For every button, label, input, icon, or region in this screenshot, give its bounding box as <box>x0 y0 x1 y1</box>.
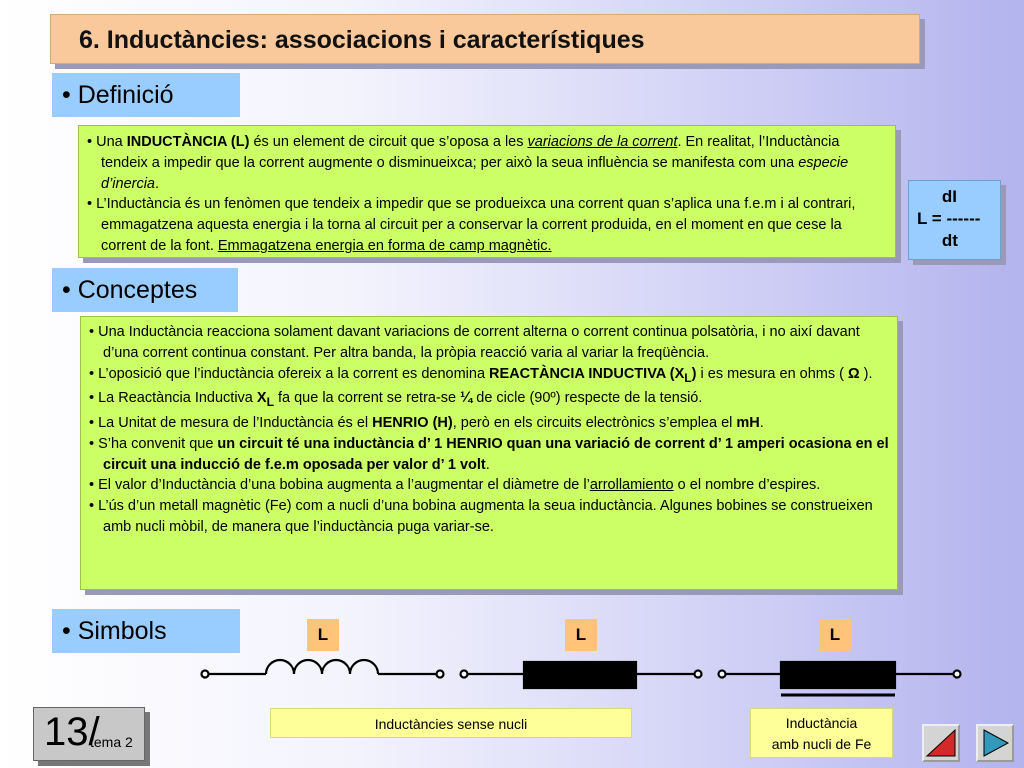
formula-numerator: dI <box>923 187 957 206</box>
conceptes-paragraph-5: • S’ha convenit que un circuit té una inductància d’ 1 HENRIO quan una variació de corrent d’ 1 amperi ocasiona en el circuit una inducció de f.e.m oposada per valor d’ 1 volt. <box>89 435 889 473</box>
symbol-label-iron-core: L <box>819 619 851 651</box>
triangle-left-icon <box>924 726 958 760</box>
next-button[interactable] <box>976 724 1014 762</box>
section-conceptes-header: • Conceptes <box>52 268 238 312</box>
page-title: 6. Inductàncies: associacions i característiques <box>79 26 645 54</box>
page-tema: tema 2 <box>90 734 133 750</box>
section-definicio-header: • Definició <box>52 73 240 117</box>
symbol-label-coil: L <box>307 619 339 651</box>
prev-button[interactable] <box>922 724 960 762</box>
caption-sense-nucli: Inductàncies sense nucli <box>270 708 632 738</box>
inductor-block-symbol <box>461 662 702 688</box>
conceptes-paragraph-4: • La Unitat de mesura de l’Inductància és el HENRIO (H), però en els circuits electrònics s’emplea el mH. <box>89 414 764 431</box>
formula-fraction: L = ------ <box>917 209 981 228</box>
inductor-iron-core-symbol <box>719 662 961 695</box>
formula-denominator: dt <box>923 231 958 250</box>
page-number: 13/ <box>44 710 100 754</box>
conceptes-paragraph-6: • El valor d’Inductància d’una bobina augmenta a l’augmentar el diàmetre de l’arrollamiento o el nombre d’espires. <box>89 477 821 494</box>
conceptes-paragraph-3: • La Reactància Inductiva $X_L$ fa que la corrent se retra-se ¼ de cicle (90º) respecte de la tensió. <box>89 390 703 410</box>
definicio-paragraph-2: • L’Inductància és un fenòmen que tendeix a impedir que se produeixca una corrent quan s’aplica una f.e.m i al contrari, emmagatzena aquesta energia i la torna al circuit per a conservar la corrent produida, en el moment en que cese la corrent de la font. Emmagatzena energia en forma de camp magnètic. <box>87 196 856 254</box>
definicio-paragraph-1: • Una INDUCTÀNCIA (L) és un element de circuit que s’oposa a les variacions de la corrent. En realitat, l’Inductància tendeix a impedir que la corrent augmente o disminueixca; per això la seua influència se manifesta com una especie d’inercia. <box>87 134 849 192</box>
inductor-coil-symbol <box>202 660 444 678</box>
conceptes-paragraph-2: • L’oposició que l’inductància ofereix a la corrent es denomina REACTÀNCIA INDUCTIVA $(X_L)$ i es mesura en ohms ( Ω ). <box>89 365 873 385</box>
caption-nucli-fe: Inductància amb nucli de Fe <box>750 708 893 758</box>
section-simbols-header: • Simbols <box>52 609 240 653</box>
conceptes-paragraph-7: • L’ús d’un metall magnètic (Fe) com a nucli d’una bobina augmenta la seua inductància. Algunes bobines se construeixen amb nucli mòbil, de manera que l’inductància puga variar-se. <box>89 498 873 535</box>
triangle-right-icon <box>978 726 1012 760</box>
symbol-label-block: L <box>565 619 597 651</box>
page-number-box <box>33 707 145 761</box>
conceptes-paragraph-1: • Una Inductància reacciona solament davant variacions de corrent alterna o corrent continua polsatòria, i no així davant d’una corrent continua constant. Per altra banda, la pròpia reacció varia al variar la freqüència. <box>89 324 860 361</box>
